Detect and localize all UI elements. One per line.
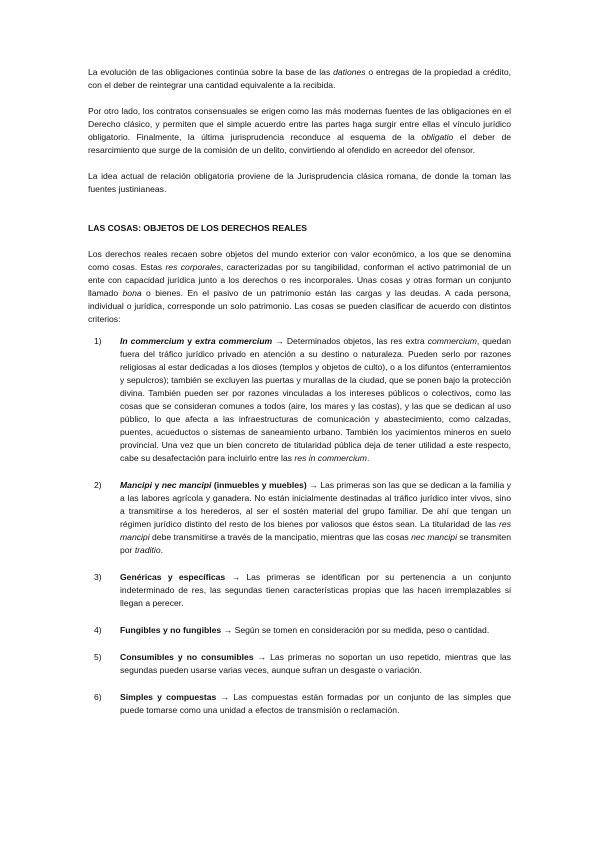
italic-text: nec mancipi: [411, 532, 457, 542]
bold-text: y: [152, 480, 162, 490]
list-item: [94, 624, 511, 637]
text-run: La idea actual de relación obligatoria proviene de la Jurisprudencia clásica romana, de donde la toman las fuentes justinianeas.: [88, 171, 511, 194]
intro-paragraph: [88, 248, 511, 326]
text-run: → Las primeras se identifican por su pertenencia a un conjunto indeterminado de res, las segundas tienen características propias que las hacen irremplazables si llegan a perecer.: [120, 572, 511, 608]
text-run: , quedan fuera del tráfico jurídico privado en atención a su destino o naturaleza. Pueden serlo por razones religiosas al estar dedicadas a los dioses (templos y objetos de culto), o a los difuntos (enterramientos y sepulcros); también se excluyen las puertas y murallas de la ciudad, que se ponen bajo la protección divina. También pueden ser por razones vinculadas a los intereses públicos o colectivos, como las cosas que se consideran comunes a todos (aire, los mares y las costas), y las que se dedican al uso público, lo que afecta a las infraestructuras de comunicación y abastecimiento, como calzadas, puentes, acueductos o sistemas de saneamiento urbano. También los yacimientos mineros en suelo provincial. Una vez que un bien concreto de titularidad pública deja de tener utilidad a este respecto, cabe su desafectación para incluirlo entre las: [120, 336, 512, 463]
bold-text: Consumibles y no consumibles: [120, 652, 254, 662]
italic-text: res mancipi: [120, 519, 511, 542]
italic-text: obligatio: [421, 132, 454, 142]
list-item: [94, 691, 511, 717]
list-item: [94, 651, 511, 677]
bold-text: extra commercium: [195, 336, 273, 346]
text-run: → Las primeras son las que se dedican a la familia y a las labores agrícola y ganadera. No están inicialmente destinadas al tráfico jurídico inter vivos, sino a transmitirse a los herederos, al ser el sostén material del grupo familiar. De ahí que tengan un régimen jurídico distinto del resto de los bienes por valiosos que éstos sean. La titularidad de las: [120, 480, 512, 529]
text-run: Por otro lado, los contratos consensuales se erigen como las más modernas fuentes de las obligaciones en el Derecho clásico, y permiten que el simple acuerdo entre las partes haga surgir entre ellas el vínculo jurídico obligatorio. Finalmente, la última jurisprudencia reconduce al esquema de la: [88, 106, 511, 142]
italic-text: res in commercium: [294, 453, 367, 463]
list-item-text: [120, 335, 511, 465]
list-item: [94, 571, 511, 610]
text-run: → Las primeras no soportan un uso repetido, mientras que las segundas pueden usarse varias veces, aunque sufran un desgaste o variación.: [120, 652, 511, 675]
text-run: o bienes. En el pasivo de un patrimonio están las cargas y las deudas. A cada persona, individual o jurídica, corresponde un solo patrimonio. Las cosas se pueden clasificar de acuerdo con distintos criterios:: [88, 288, 511, 324]
list-number: 4): [94, 625, 102, 635]
text-run: → Según se tomen en consideración por su medida, peso o cantidad.: [221, 625, 490, 635]
text-run: el deber de resarcimiento que surge de la comisión de un delito, convirtiendo al ofendido en acreedor del ofensor.: [88, 132, 512, 155]
list-item-text: [120, 571, 511, 610]
classification-list: [88, 335, 511, 717]
list-item: [94, 479, 512, 557]
list-number: 5): [94, 652, 102, 662]
bold-text: In commercium: [120, 336, 185, 346]
bold-text: Simples y compuestas: [120, 692, 217, 702]
text-run: .: [160, 545, 163, 555]
paragraph: [88, 66, 511, 92]
bold-text: Fungibles y no fungibles: [120, 625, 222, 635]
bold-text: y: [184, 336, 196, 346]
text-run: se transmiten por: [120, 532, 511, 555]
text-run: → Las compuestas están formadas por un conjunto de las simples que puede tomarse como una unidad a efectos de transmisión o reclamación.: [120, 692, 511, 715]
bold-text: (inmuebles y muebles): [211, 480, 307, 490]
list-number: 1): [94, 336, 102, 346]
list-item-text: [120, 691, 511, 717]
text-run: , caracterizadas por su tangibilidad, conforman el activo patrimonial de un ente con capacidad jurídica junto a los derechos o res incorporales. Unas cosas y otras forman un conjunto llamado: [88, 262, 512, 298]
bold-text: nec mancipi: [161, 480, 212, 490]
italic-text: traditio: [134, 545, 161, 555]
text-run: Los derechos reales recaen sobre objetos del mundo exterior con valor económico, a los que se denomina como cosas. Estas: [88, 249, 511, 272]
list-number: 3): [94, 572, 102, 582]
list-number: 6): [94, 692, 102, 702]
list-item-text: [120, 651, 511, 677]
bold-text: Mancipi: [120, 480, 152, 490]
text-run: debe transmitirse a través de la mancipatio, mientras que las cosas: [149, 532, 412, 542]
text-run: La evolución de las obligaciones continúa sobre la base de las: [88, 67, 334, 77]
paragraph: [88, 105, 511, 157]
list-item-text: [120, 479, 511, 557]
italic-text: bona: [122, 288, 142, 298]
text-run: .: [366, 453, 370, 463]
text-run: → Determinados objetos, las res extra: [272, 336, 428, 346]
italic-text: commercium: [427, 336, 477, 346]
italic-text: res corporales: [165, 262, 221, 272]
list-number: 2): [94, 480, 102, 490]
italic-text: dationes: [333, 67, 366, 77]
section-heading: LAS COSAS: OBJETOS DE LOS DERECHOS REALES: [88, 223, 308, 233]
list-item-text: [120, 624, 511, 637]
text-run: o entregas de la propiedad a crédito, con el deber de reintegrar una cantidad equivalente a la recibida.: [88, 67, 512, 90]
list-item: [94, 335, 512, 465]
paragraph: [88, 170, 511, 196]
bold-text: Genéricas y específicas: [120, 572, 226, 582]
